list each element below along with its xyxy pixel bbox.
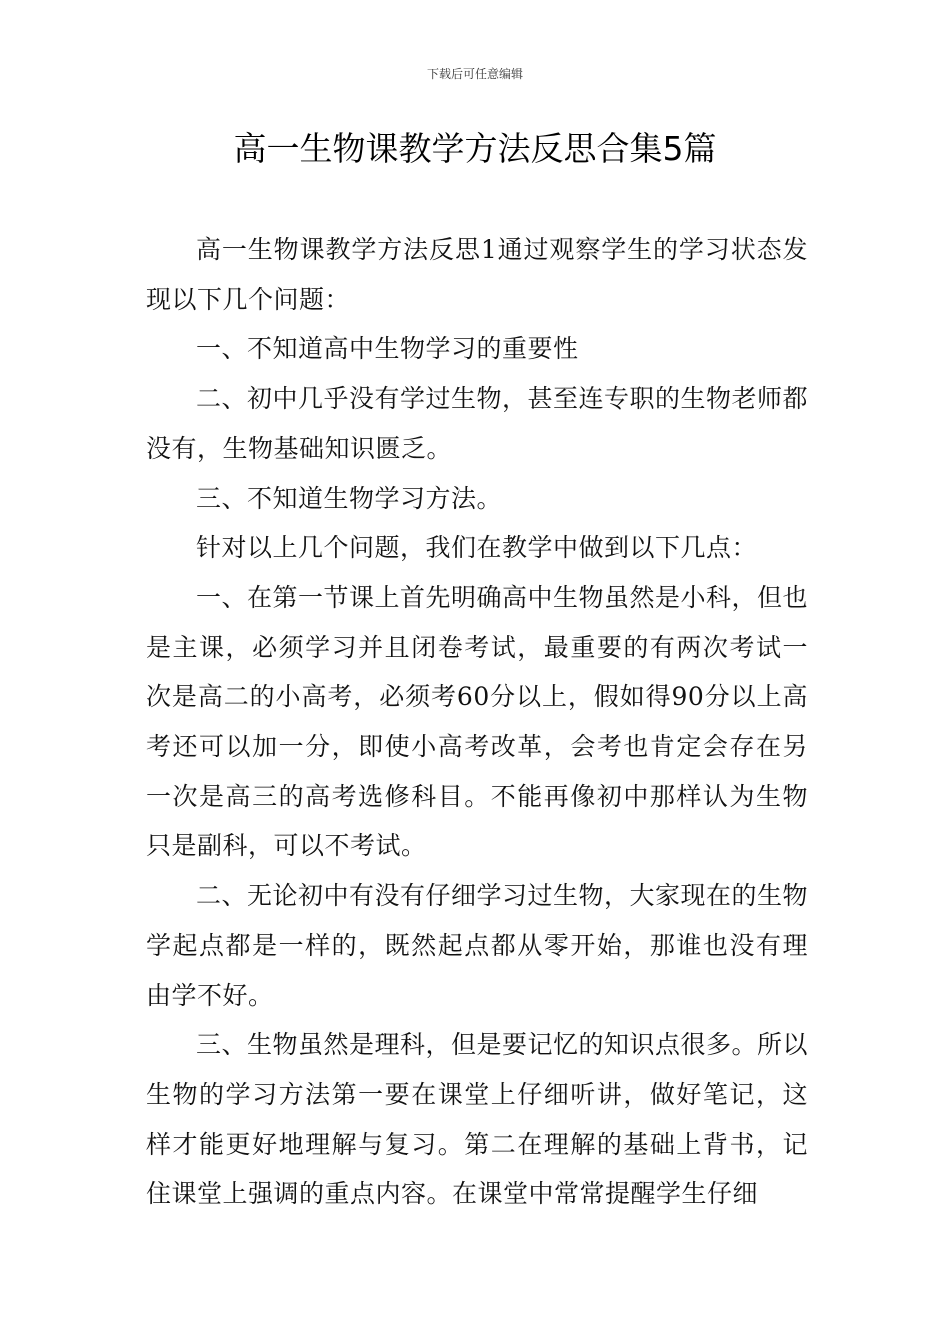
paragraph-5: 针对以上几个问题，我们在教学中做到以下几点： [196, 533, 758, 563]
paragraph-6: 一、在第一节课上首先明确高中生物虽然是小科，但也是主课，必须学习并且闭卷考试，最重要的有两次考试一次是高二的小高考，必须考60分以上，假如得90分以上高考还可以加一分，即使小高考改革，会考也肯定会存在另一次是高三的高考选修科目。不能再像初中那样认为生物只是副科，可以不考试。 [146, 582, 809, 861]
document-body [146, 225, 808, 1219]
document-title: 高一生物课教学方法反思合集5篇 [233, 129, 717, 168]
header-note: 下载后可任意编辑 [426, 67, 523, 81]
paragraph-1: 高一生物课教学方法反思1通过观察学生的学习状态发现以下几个问题： [146, 235, 808, 314]
paragraph-3: 二、初中几乎没有学过生物，甚至连专职的生物老师都没有，生物基础知识匮乏。 [146, 384, 809, 463]
paragraph-7: 二、无论初中有没有仔细学习过生物，大家现在的生物学起点都是一样的，既然起点都从零开始，那谁也没有理由学不好。 [146, 881, 809, 1010]
paragraph-8: 三、生物虽然是理科，但是要记忆的知识点很多。所以生物的学习方法第一要在课堂上仔细听讲，做好笔记，这样才能更好地理解与复习。第二在理解的基础上背书，记住课堂上强调的重点内容。在课堂中常常提醒学生仔细 [146, 1030, 809, 1209]
paragraph-2: 一、不知道高中生物学习的重要性 [196, 334, 579, 364]
paragraph-4: 三、不知道生物学习方法。 [196, 483, 503, 513]
